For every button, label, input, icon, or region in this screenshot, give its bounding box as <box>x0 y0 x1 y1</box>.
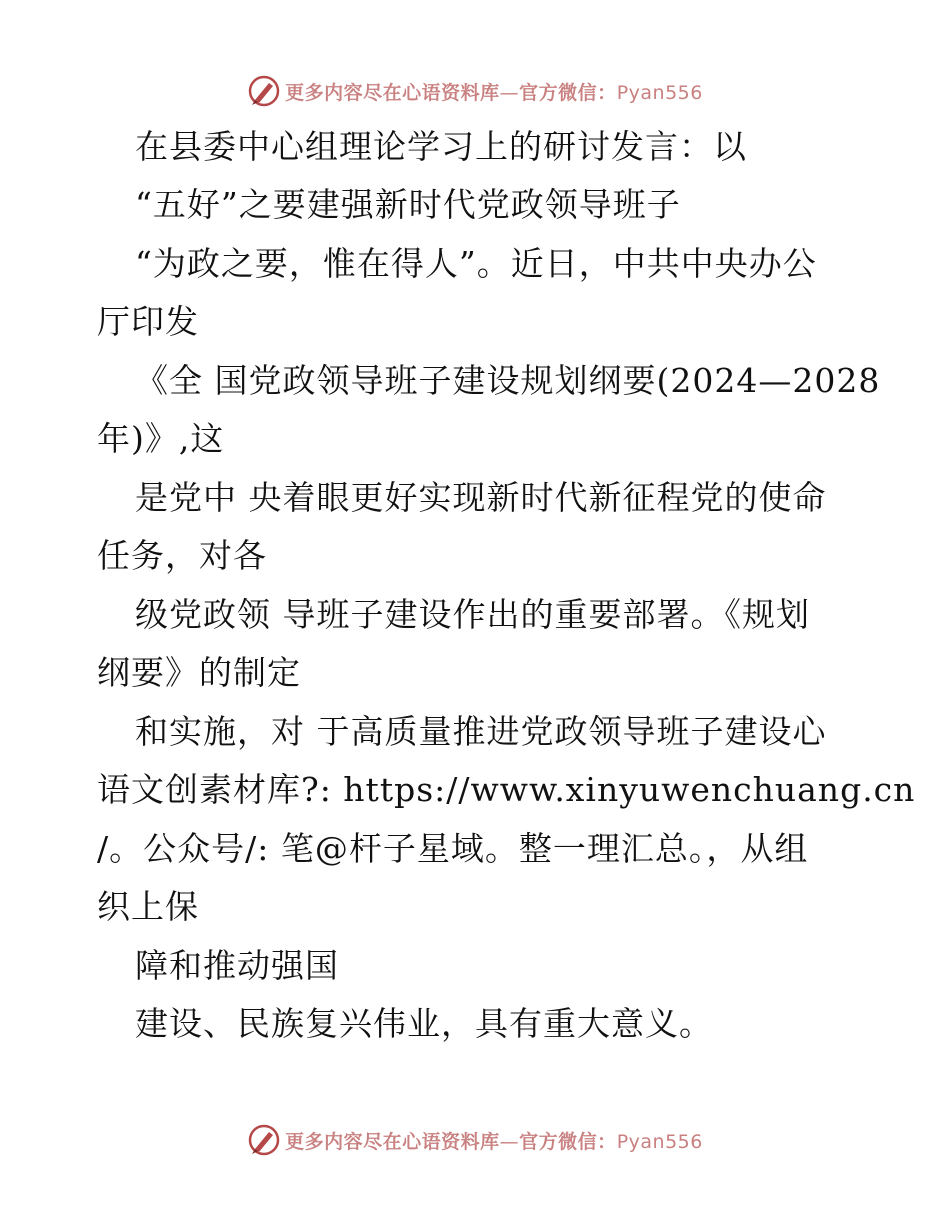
text-line: 年)》,这 <box>97 419 225 458</box>
text-line: 《全 国党政领导班子建设规划纲要(2024—2028 <box>135 361 881 400</box>
text-line: 任务，对各 <box>97 536 267 575</box>
footer-watermark <box>0 1120 950 1160</box>
text-line: 在县委中心组理论学习上的研讨发言：以 <box>135 127 747 166</box>
text-line: “为政之要，惟在得人”。近日，中共中央办公 <box>135 244 817 283</box>
watermark-wechat-label: 官方微信： <box>519 81 617 104</box>
text-line: 织上保 <box>97 887 199 926</box>
text-line: “五好”之要建强新时代党政领导班子 <box>135 185 681 224</box>
pen-logo-icon <box>247 1123 281 1157</box>
text-line: 建设、民族复兴伟业，具有重大意义。 <box>135 1004 713 1043</box>
text-line: 纲要》的制定 <box>97 653 301 692</box>
text-line: 和实施，对 于高质量推进党政领导班子建设心 <box>135 712 827 751</box>
watermark-dash: — <box>499 81 520 104</box>
watermark-site: 更多内容尽在心语资料库 <box>285 1130 500 1153</box>
watermark-wechat-id: Pyan556 <box>616 81 703 104</box>
text-line: 厅印发 <box>97 302 199 341</box>
text-line: 语文创素材库?: https://www.xinyuwenchuang.cn <box>97 770 916 809</box>
header-watermark <box>0 71 950 111</box>
watermark-wechat-label: 官方微信： <box>519 1130 617 1153</box>
watermark-site: 更多内容尽在心语资料库 <box>285 81 500 104</box>
watermark-dash: — <box>499 1130 520 1153</box>
text-line: 级党政领 导班子建设作出的重要部署。《规划 <box>135 595 810 634</box>
watermark-wechat-id: Pyan556 <box>616 1130 703 1153</box>
text-line: 是党中 央着眼更好实现新时代新征程党的使命 <box>135 478 827 517</box>
text-line: 障和推动强国 <box>135 946 339 985</box>
pen-logo-icon <box>247 74 281 108</box>
text-line: /。公众号/: 笔@杆子星域。整一理汇总。，从组 <box>97 829 809 868</box>
